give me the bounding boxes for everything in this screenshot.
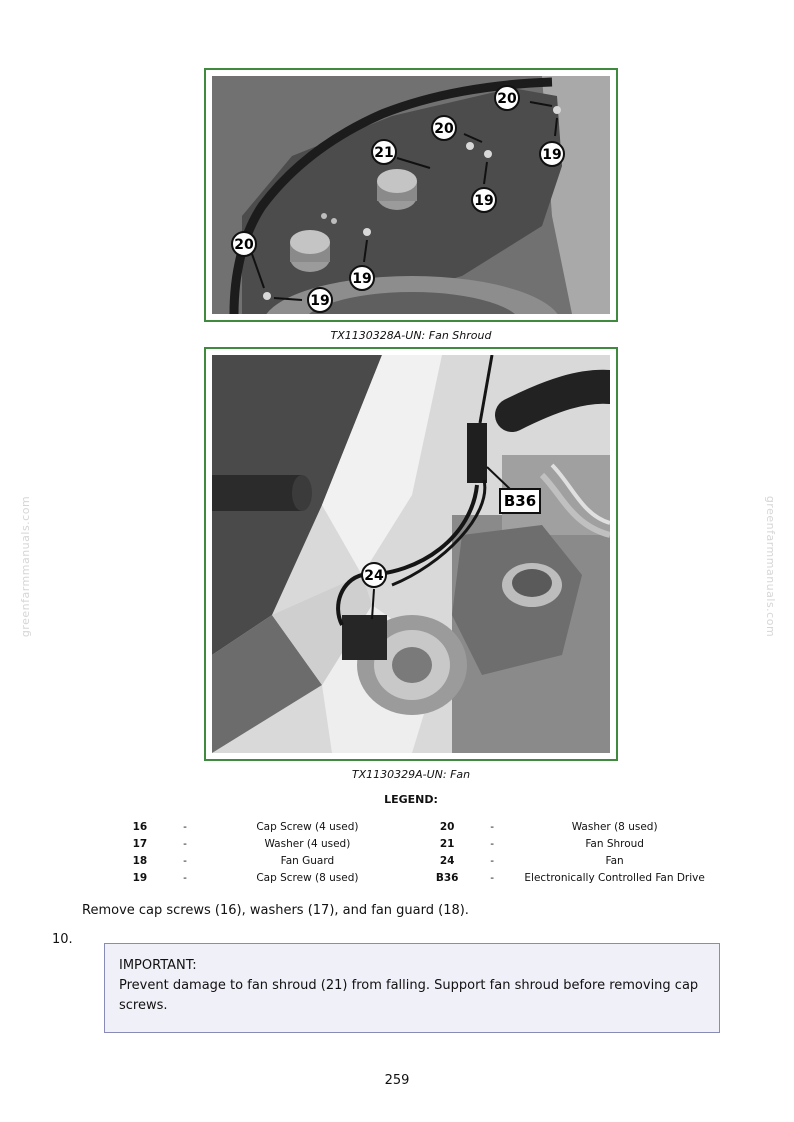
- callout-19-a: [540, 142, 564, 166]
- fan-shroud-caption: TX1130328A-UN: Fan Shroud: [330, 329, 492, 342]
- legend-number: 17: [132, 837, 148, 850]
- legend-description: Washer (8 used): [571, 820, 658, 833]
- legend-number: B36: [435, 871, 459, 884]
- legend-dash: -: [183, 854, 187, 867]
- legend-title: LEGEND:: [384, 793, 438, 806]
- legend-dash: -: [183, 837, 187, 850]
- legend-description: Cap Screw (8 used): [256, 871, 359, 884]
- svg-text:19: 19: [352, 271, 372, 287]
- legend-description: Fan Shroud: [585, 837, 644, 850]
- legend-dash: -: [490, 837, 495, 850]
- fan-caption: TX1130329A-UN: Fan: [351, 768, 471, 781]
- legend-row: [118, 835, 714, 852]
- important-notice: [104, 943, 720, 1033]
- callout-20-b: [432, 116, 456, 140]
- step-number: 10.: [52, 932, 73, 947]
- svg-text:21: 21: [374, 145, 394, 161]
- legend-number: 19: [132, 871, 148, 884]
- legend-row: [118, 818, 714, 835]
- callout-19-c: [350, 266, 374, 290]
- fan-illustration: [212, 355, 610, 753]
- legend-number: 20: [439, 820, 455, 833]
- svg-text:20: 20: [434, 121, 454, 137]
- legend-dash: -: [490, 871, 495, 884]
- legend-dash: -: [183, 820, 187, 833]
- legend-number: 21: [439, 837, 455, 850]
- important-heading: IMPORTANT:: [119, 958, 197, 973]
- callout-19-b: [472, 188, 496, 212]
- legend-row: [118, 852, 714, 869]
- watermark-right: greenfarmmanuals.com: [764, 495, 778, 638]
- callout-20-c: [232, 232, 256, 256]
- legend-description: Cap Screw (4 used): [256, 820, 359, 833]
- legend-dash: -: [490, 854, 495, 867]
- legend-dash: -: [183, 871, 187, 884]
- instruction-text: Remove cap screws (16), washers (17), and fan guard (18).: [82, 903, 469, 918]
- callout-b36: [500, 489, 540, 513]
- callout-20-a: [495, 86, 519, 110]
- legend-description: Fan Guard: [280, 854, 335, 867]
- fan-shroud-illustration: [212, 76, 610, 314]
- callout-21: [372, 140, 396, 164]
- fan-shroud-figure: [204, 68, 618, 322]
- svg-text:24: 24: [364, 568, 384, 584]
- important-text: Prevent damage to fan shroud (21) from falling. Support fan shroud before removing cap screws.: [119, 978, 699, 1013]
- callout-24: [362, 563, 386, 587]
- svg-text:B36: B36: [503, 492, 537, 510]
- page-number: 259: [384, 1073, 410, 1088]
- legend-description: Fan: [605, 854, 624, 867]
- svg-text:20: 20: [497, 91, 517, 107]
- fan-figure: [204, 347, 618, 761]
- svg-text:20: 20: [234, 237, 254, 253]
- legend-table: [118, 818, 714, 886]
- svg-text:19: 19: [474, 193, 494, 209]
- svg-text:19: 19: [310, 293, 330, 309]
- legend-dash: -: [490, 820, 495, 833]
- legend-number: 16: [132, 820, 148, 833]
- callout-19-d: [308, 288, 332, 312]
- legend-number: 18: [132, 854, 148, 867]
- svg-text:19: 19: [542, 147, 562, 163]
- legend-description: Electronically Controlled Fan Drive: [524, 871, 705, 884]
- watermark-left: greenfarmmanuals.com: [19, 495, 33, 638]
- legend-number: 24: [439, 854, 455, 867]
- legend-row: [118, 869, 714, 886]
- legend-description: Washer (4 used): [264, 837, 351, 850]
